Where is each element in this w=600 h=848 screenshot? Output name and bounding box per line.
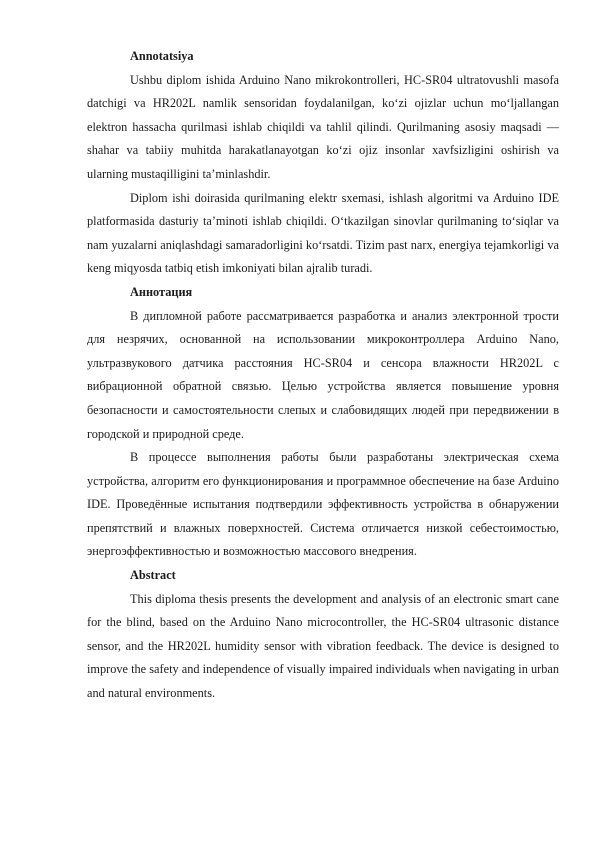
- paragraph-uzbek-1: Ushbu diplom ishida Arduino Nano mikrokontrolleri, HC-SR04 ultratovushli masofa datchigi va HR202L namlik sensoridan foydalanilgan, ko‘zi ojizlar uchun mo‘ljallangan elektron hassacha qurilmasi ishlab chiqildi va tahlil qilindi. Qurilmaning asosiy maqsadi — shahar va tabiiy muhitda harakatlanayotgan ko‘zi ojiz insonlar xavfsizligini oshirish va ularning mustaqilligini ta’minlashdir.: [87, 72, 559, 181]
- paragraph-russian-1: В дипломной работе рассматривается разработка и анализ электронной трости для незрячих, основанной на использовании микроконтроллера Arduino Nano, ультразвукового датчика расстояния HC-SR04 и сенсора влажности HR202L с вибрационной обратной связью. Целью устройства является повышение уровня безопасности и самостоятельности слепых и слабовидящих людей при передвижении в городской и природной среде.: [87, 308, 559, 441]
- section-heading-english: Abstract: [130, 568, 176, 583]
- section-heading-uzbek: Annotatsiya: [130, 49, 194, 63]
- paragraph-uzbek-2: Diplom ishi doirasida qurilmaning elektr sxemasi, ishlash algoritmi va Arduino IDE platformasida dasturiy ta’minoti ishlab chiqildi. O‘tkazilgan sinovlar qurilmaning to‘siqlar va nam yuzalarni aniqlashdagi samaradorligini ko‘rsatdi. Tizim past narx, energiya tejamkorligi va keng miqyosda tatbiq etish imkoniyati bilan ajralib turadi.: [87, 190, 559, 276]
- paragraph-english-1: This diploma thesis presents the development and analysis of an electronic smart cane for the blind, based on the Arduino Nano microcontroller, the HC-SR04 ultrasonic distance sensor, and the HR202L humidity sensor with vibration feedback. The device is designed to improve the safety and independence of visually impaired individuals when navigating in urban and natural environments.: [87, 591, 559, 701]
- paragraph-russian-2: В процессе выполнения работы были разработаны электрическая схема устройства, алгоритм его функционирования и программное обеспечение на базе Arduino IDE. Проведённые испытания подтвердили эффективность устройства в обнаружении препятствий и влажных поверхностей. Система отличается низкой себестоимостью, энергоэффективностью и возможностью массового внедрения.: [87, 450, 559, 559]
- section-heading-russian: Аннотация: [130, 284, 193, 299]
- page-content: [87, 45, 559, 706]
